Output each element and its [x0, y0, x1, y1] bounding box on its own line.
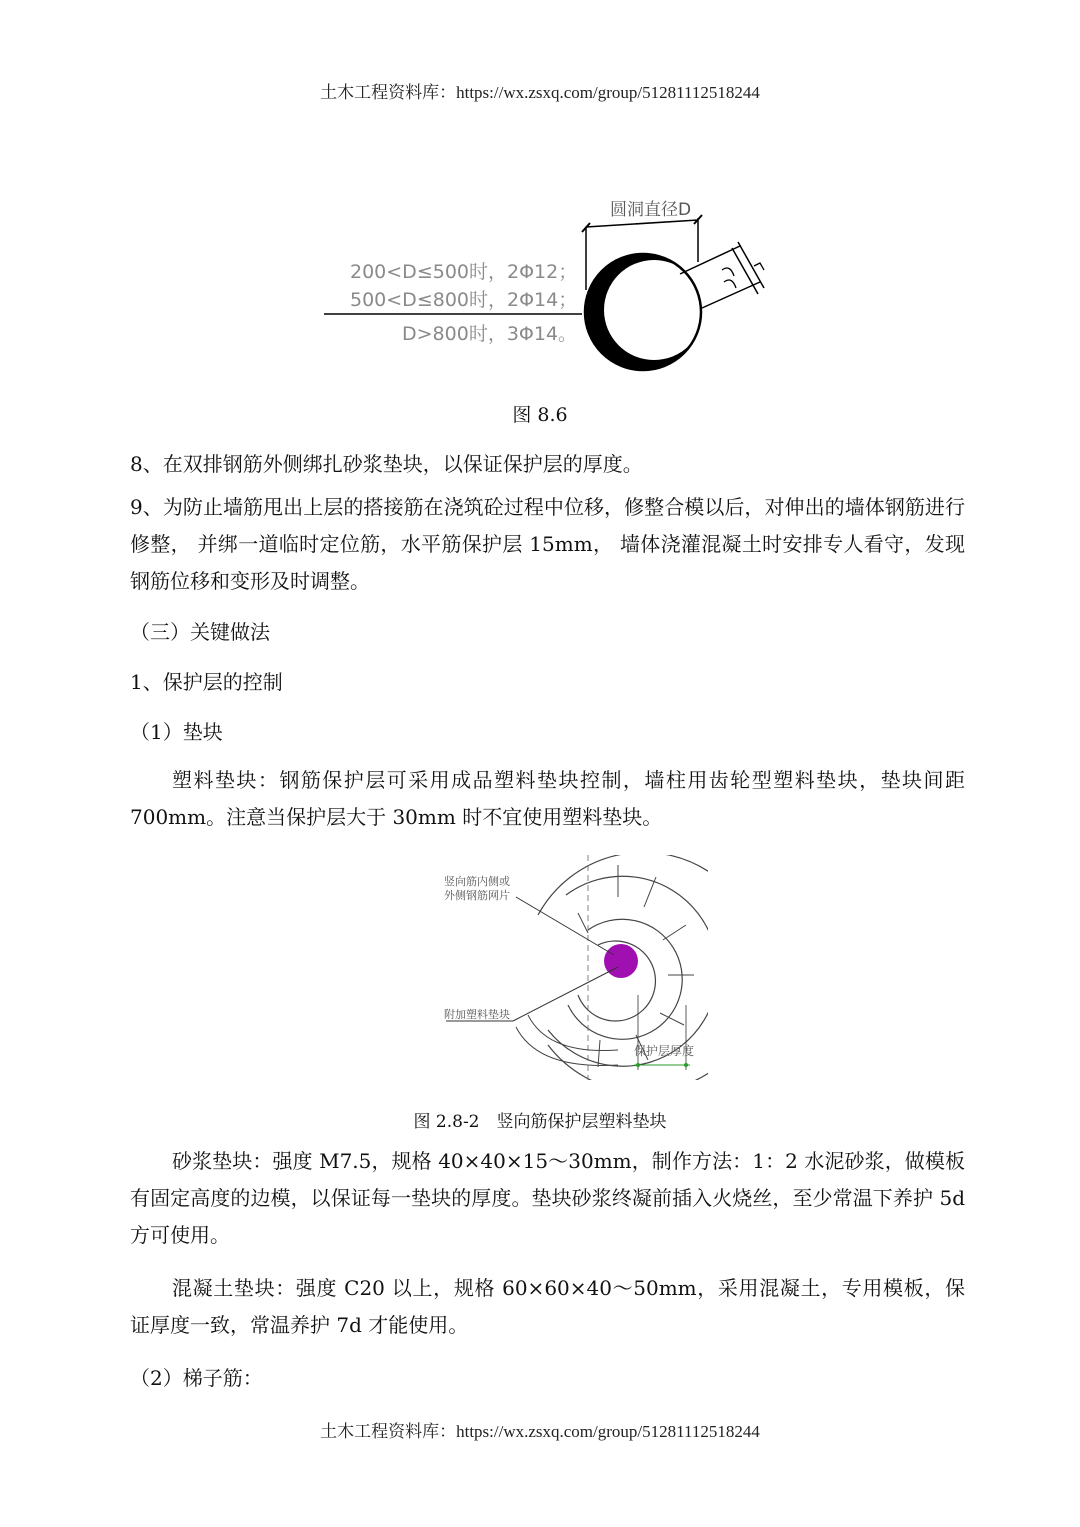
hole-diameter-label: 圆洞直径D [610, 200, 692, 220]
label-rebar-line-2: 外侧钢筋网片 [444, 889, 510, 902]
rebar-circle [604, 944, 638, 978]
figure-8-6-caption: 图 8.6 [512, 404, 568, 426]
label-rebar-line-1: 竖向筋内侧或 [444, 875, 510, 888]
figure-2-8-2-caption: 图 2.8-2 竖向筋保护层塑料垫块 [413, 1112, 667, 1132]
figure-8-6-drawing [320, 190, 790, 385]
label-extra-spacer: 附加塑料垫块 [444, 1008, 510, 1021]
item-9: 9、为防止墙筋甩出上层的搭接筋在浇筑砼过程中位移，修整合模以后，对伸出的墙体钢筋进行修整， 并绑一道临时定位筋，水平筋保护层 15mm， 墙体浇灌混凝土时安排专人看守，发现钢筋位移和变形及时调整。 [130, 495, 965, 593]
mortar-spacer-paragraph: 砂浆垫块：强度 M7.5，规格 40×40×15～30mm，制作方法：1：2 水泥砂浆，做模板有固定高度的边模，以保证每一垫块的厚度。垫块砂浆终凝前插入火烧丝，至少常温下养护 5d 方可使用。 [130, 1149, 965, 1247]
item-8: 8、在双排钢筋外侧绑扎砂浆垫块，以保证保护层的厚度。 [130, 452, 643, 476]
label-cover-thickness: 保护层厚度 [634, 1044, 695, 1058]
page-footer: 土木工程资料库：https://wx.zsxq.com/group/51281112518244 [320, 1422, 760, 1441]
subsection-1-1-heading: （1）垫块 [130, 720, 223, 744]
plastic-spacer-paragraph: 塑料垫块：钢筋保护层可采用成品塑料垫块控制，墙柱用齿轮型塑料垫块，垫块间距 700mm。注意当保护层大于 30mm 时不宜使用塑料垫块。 [130, 768, 965, 829]
subsection-1-2-heading: （2）梯子筋： [130, 1366, 263, 1390]
rule-line-3: D>800时，3Φ14。 [402, 323, 578, 345]
subsection-1-heading: 1、保护层的控制 [130, 670, 283, 694]
rule-line-2: 500<D≤800时，2Φ14； [350, 289, 578, 311]
figure-2-8-2-drawing [438, 855, 708, 1080]
page-header: 土木工程资料库：https://wx.zsxq.com/group/51281112518244 [320, 83, 760, 102]
rule-line-1: 200<D≤500时，2Φ12； [350, 261, 578, 283]
concrete-spacer-paragraph: 混凝土垫块：强度 C20 以上，规格 60×60×40～50mm，采用混凝土，专用模板，保证厚度一致，常温养护 7d 才能使用。 [130, 1276, 965, 1337]
section-3-heading: （三）关键做法 [130, 620, 270, 644]
